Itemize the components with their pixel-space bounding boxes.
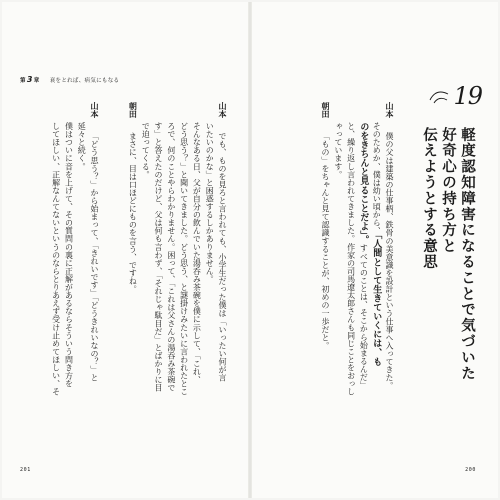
page-number-right: 200 bbox=[465, 467, 476, 473]
page-number-left: 201 bbox=[20, 467, 31, 473]
body-text: してほしい、正解なんてないというのならとりあえず受け止めてほしい、そ bbox=[51, 122, 61, 396]
section-title-line: 軽度認知障害になることで気づいた bbox=[459, 127, 475, 382]
chapter-number: 3 bbox=[26, 75, 33, 84]
section-title bbox=[419, 127, 476, 381]
text-line bbox=[62, 102, 75, 388]
body-text: そんなある日、父が自分の飲んでいた湯呑み茶碗を僕に示して、「これ、 bbox=[192, 122, 202, 384]
text-line bbox=[164, 102, 177, 392]
text-line bbox=[177, 102, 190, 396]
speaker-label: 山本 bbox=[218, 102, 227, 119]
body-text: のをきちんと見ることだよ」。すべてのことは、そこから始まるんだ」 bbox=[358, 122, 369, 390]
text-line bbox=[331, 102, 344, 382]
body-text: 僕はついに音を上げて、その質問の裏に正解があるならそういう問き方を bbox=[64, 122, 74, 388]
body-text: どう思う？」と聞いてきました。どう思う、と謎掛けみたいに言われたとこ bbox=[179, 122, 189, 396]
body-text: で迫ってくる。 bbox=[141, 122, 151, 179]
body-text: と、繰り返し言われてきました。作家の司馬遼太郎さんも同じことをおっし bbox=[346, 122, 356, 396]
text-line bbox=[87, 102, 100, 382]
text-line bbox=[382, 102, 395, 390]
right-page bbox=[250, 2, 498, 498]
body-text: 僕の父は建築の仕事柄、鉄骨の美意識を設計という仕事へ入ってきた。 bbox=[385, 132, 394, 390]
speaker-label: 朝田 bbox=[321, 102, 331, 119]
speaker-label: 山本 bbox=[90, 102, 100, 119]
speaker-label: 朝田 bbox=[128, 102, 138, 119]
body-text: でも、ものを見ろと言われても、小学生だった僕は「いったい何が言 bbox=[218, 132, 227, 382]
body-text: 「どう思う？」から始まって、「きれいです」「どうきれいなの？」と bbox=[90, 132, 100, 382]
text-line bbox=[74, 102, 87, 382]
body-text: 「もの」をちゃんと見て認識することが、初めの一歩だと。 bbox=[321, 132, 331, 350]
chapter-prefix: 第 bbox=[20, 78, 26, 84]
body-text: 延々と続く。 bbox=[77, 122, 87, 171]
section-number: 19 bbox=[453, 82, 482, 110]
text-line bbox=[138, 102, 151, 382]
right-body-text bbox=[318, 102, 395, 396]
body-text: いたいのかな」と困惑するしかありません。 bbox=[205, 122, 215, 283]
text-line bbox=[357, 102, 370, 390]
chapter-suffix: 章 bbox=[33, 78, 40, 84]
running-head-title: 衰をとれば、病気にもなる bbox=[49, 78, 120, 84]
text-line bbox=[215, 102, 228, 382]
text-line bbox=[49, 102, 62, 396]
text-line bbox=[369, 102, 382, 382]
running-head bbox=[20, 75, 119, 84]
section-title-line: 伝えようとする意思 bbox=[421, 127, 437, 271]
left-body-text bbox=[49, 102, 228, 396]
section-ornament-icon bbox=[428, 86, 450, 106]
body-text: まさに、目は口ほどにものを言う、ですね。 bbox=[128, 132, 138, 294]
body-text: す」と答えたのだけど、父は何も言わず、「それじゃ駄目だ」とばかりに目 bbox=[154, 122, 164, 392]
section-title-line: 好奇心の持ち方と bbox=[440, 127, 456, 255]
text-line bbox=[190, 102, 203, 382]
text-line bbox=[202, 102, 215, 382]
text-line bbox=[126, 102, 139, 382]
left-page bbox=[2, 2, 250, 498]
text-line bbox=[100, 102, 113, 382]
body-text: ゃっています。 bbox=[333, 122, 343, 179]
text-line bbox=[344, 102, 357, 396]
body-text: そのためか、僕は幼い頃から、「人間として生きていくには、も bbox=[371, 122, 382, 366]
text-line bbox=[113, 102, 126, 382]
text-line bbox=[151, 102, 164, 392]
book-spread bbox=[2, 2, 498, 498]
text-line bbox=[318, 102, 331, 382]
speaker-label: 山本 bbox=[385, 102, 394, 119]
body-text: ろで、何のことやらわかりません。困って、「これは父さんの湯呑み茶碗で bbox=[166, 122, 176, 392]
